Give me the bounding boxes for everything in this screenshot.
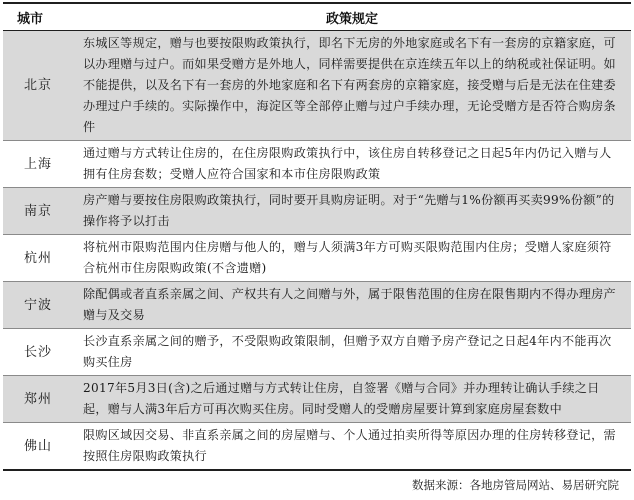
row-policy: 2017年5月3日(含)之后通过赠与方式转让住房，自签署《赠与合同》并办理转让确认手续之日起，赠与人满3年后方可再次购买住房。同时受赠人的受赠房屋要计算到家庭房屋套数中 xyxy=(73,376,631,423)
policy-table xyxy=(3,2,631,471)
table-header-row xyxy=(3,3,631,31)
row-policy: 房产赠与要按住房限购政策执行，同时要开具购房证明。对于“先赠与1%份额再买卖99%份额”的操作将予以打击 xyxy=(73,188,631,235)
table-row xyxy=(3,329,631,376)
table-row xyxy=(3,235,631,282)
row-city: 宁波 xyxy=(3,282,73,329)
row-policy: 除配偶或者直系亲属之间、产权共有人之间赠与外，属于限售范围的住房在限售期内不得办理房产赠与及交易 xyxy=(73,282,631,329)
row-policy: 将杭州市限购范围内住房赠与他人的，赠与人须满3年方可购买限购范围内住房；受赠人家庭须符合杭州市住房限购政策(不含遗赠) xyxy=(73,235,631,282)
row-city: 南京 xyxy=(3,188,73,235)
table-row xyxy=(3,423,631,471)
row-city: 佛山 xyxy=(3,423,73,471)
table-row xyxy=(3,376,631,423)
row-city: 郑州 xyxy=(3,376,73,423)
source-note: 数据来源：各地房管局网站、易居研究院 xyxy=(412,478,619,492)
table-row xyxy=(3,188,631,235)
table-row xyxy=(3,31,631,141)
row-city: 上海 xyxy=(3,141,73,188)
table-row xyxy=(3,141,631,188)
row-policy: 东城区等规定，赠与也要按限购政策执行，即名下无房的外地家庭或名下有一套房的京籍家庭，可以办理赠与过户。而如果受赠方是外地人，同样需要提供在京连续五年以上的纳税或社保证明。如不能提供，以及名下有一套房的外地家庭和名下有两套房的京籍家庭，接受赠与后是无法在住建委办理过户手续的。实际操作中，海淀区等全部停止赠与过户手续办理，无论受赠方是否符合购房条件 xyxy=(73,31,631,141)
header-city: 城市 xyxy=(3,3,73,31)
policy-figure xyxy=(3,2,631,493)
row-city: 北京 xyxy=(3,31,73,141)
header-policy: 政策规定 xyxy=(73,3,631,31)
row-policy: 通过赠与方式转让住房的，在住房限购政策执行中，该住房自转移登记之日起5年内仍记入赠与人拥有住房套数；受赠人应符合国家和本市住房限购政策 xyxy=(73,141,631,188)
row-policy: 长沙直系亲属之间的赠予，不受限购政策限制，但赠予双方自赠予房产登记之日起4年内不能再次购买住房 xyxy=(73,329,631,376)
table-row xyxy=(3,282,631,329)
row-policy: 限购区域因交易、非直系亲属之间的房屋赠与、个人通过拍卖所得等原因办理的住房转移登记，需按照住房限购政策执行 xyxy=(73,423,631,471)
row-city: 杭州 xyxy=(3,235,73,282)
row-city: 长沙 xyxy=(3,329,73,376)
